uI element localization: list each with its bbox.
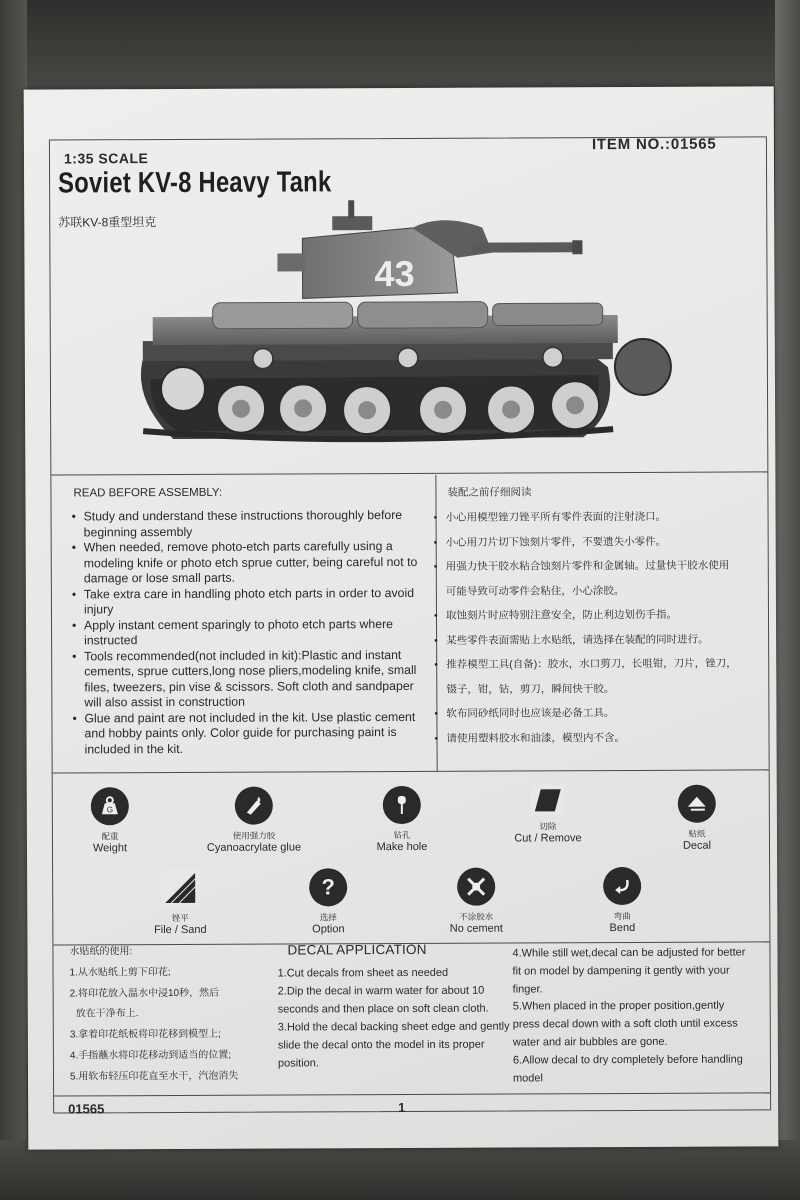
list-item: • Tools recommended(not included in kit):Plastic and instant cements, sprue cutters,long nose pliers,modeling knife, small files, tweezers, pin vise & scissors. Soft cloth and sandpaper will also assist in construction [72, 647, 417, 710]
legend-no-cement: 不涂胶水 No cement [421, 867, 531, 934]
divider-header [51, 471, 767, 475]
page-title-cn: 苏联KV-8重型坦克 [58, 215, 157, 230]
list-item: • 推荐模型工具(自备)：胶水，水口剪刀，长咀钳，刀片，锉刀，镊子，钳，钻，剪刀，瞬间快干胶。 [434, 657, 737, 696]
divider-assembly [53, 769, 769, 773]
list-item: • 软布同砂纸同时也应该是必备工具。 [434, 707, 615, 720]
decal-instructions-cn: 水贴纸的使用: 1.从水贴纸上剪下印花; 2.将印花放入温水中浸10秒，然后 放在干净布上. 3.拿着印花纸板将印花移到模型上; 4.手指蘸水将印花移动到适当的位置; 5.用软布轻压印花直至水干，汽泡消失 [69, 946, 239, 1083]
instruction-sheet [24, 86, 779, 1149]
svg-text:G: G [106, 805, 114, 815]
list-item: • Take extra care in handling photo etch parts in order to avoid injury [71, 585, 415, 617]
drill-icon [383, 786, 421, 824]
background-left [0, 0, 27, 1200]
decal-instructions-en-continued [512, 944, 748, 1087]
legend-glue: 使用强力胶 Cyanoacrylate glue [199, 786, 309, 853]
list-item: • Study and understand these instructions thoroughly before beginning assembly [71, 507, 403, 539]
glue-drop-icon [235, 787, 273, 825]
list-item: • 用强力快干胶水粘合蚀刻片零件和金属轴。过量快干胶水使用可能导致可动零件会粘住，小心涂胶。 [433, 559, 730, 598]
legend-file: 锉平 File / Sand [125, 869, 235, 936]
question-icon: ? [309, 868, 347, 906]
list-item: 2.Dip the decal in warm water for about 10 seconds and then place on soft clean cloth. [277, 984, 489, 1016]
background-top [0, 0, 800, 100]
list-item: • 小心用刀片切下蚀刻片零件，不要遗失小零件。 [433, 535, 667, 549]
page-number: 1 [398, 1099, 406, 1116]
legend-weight: G 配重 Weight [55, 787, 165, 854]
list-item: • 请使用塑料胶水和油漆，模型内不含。 [434, 731, 626, 745]
legend-cut: 切除 Cut / Remove [493, 785, 603, 844]
bend-icon [603, 867, 641, 905]
decal-heading: DECAL APPLICATION [287, 941, 427, 958]
list-item: 6.Allow decal to dry completely before handling model [512, 1053, 743, 1085]
legend-decal: 贴纸 Decal [642, 784, 752, 851]
list-item: • Glue and paint are not included in the kit. Use plastic cement and hobby paints only. Color guide for purchasing paint is included in the kit. [72, 709, 416, 756]
list-item: • 某些零件表面需贴上水贴纸，请选择在装配的同时进行。 [434, 633, 709, 647]
list-item: 1.Cut decals from sheet as needed [277, 966, 449, 980]
assembly-notes-en [72, 508, 423, 758]
decal-icon [678, 785, 716, 823]
read-before-heading-cn: 装配之前仔细阅读 [447, 486, 532, 499]
background-right [775, 0, 800, 1200]
footer-item-number: 01565 [68, 1101, 105, 1117]
assembly-notes-cn [434, 505, 740, 751]
divider-decal [54, 1092, 770, 1096]
list-item: • Apply instant cement sparingly to photo etch parts where instructed [71, 616, 394, 648]
tank-illustration [112, 197, 693, 460]
page-title: Soviet KV-8 Heavy Tank [58, 166, 332, 200]
legend-option: ? 选择 Option [273, 868, 383, 935]
list-item: 4.While still wet,decal can be adjusted for better fit on model by dampening it gently with your finger. [512, 946, 746, 996]
legend-drill: 钻孔 Make hole [347, 786, 457, 853]
weight-icon [91, 787, 129, 825]
no-cement-icon [457, 868, 495, 906]
list-item: 5.When placed in the proper position,gently press decal down with a soft cloth until excess water and air bubbles are gone. [512, 999, 738, 1049]
list-item: • When needed, remove photo-etch parts carefully using a modeling knife or photo etch sprue cutter, being careful not to damage or lose small parts. [71, 539, 418, 586]
decal-instructions-en [277, 940, 518, 1072]
scale-label: 1:35 SCALE [63, 150, 149, 167]
file-icon [161, 869, 199, 907]
list-item: • 小心用模型锉刀锉平所有零件表面的注射浇口。 [433, 510, 667, 524]
list-item: • 取蚀刻片时应特别注意安全，防止利边划伤手指。 [433, 608, 678, 622]
item-number: ITEM NO.:01565 [591, 135, 717, 154]
cut-icon [531, 785, 565, 815]
list-item: 3.Hold the decal backing sheet edge and gently slide the decal onto the model in its proper position. [277, 1020, 510, 1070]
legend-bend: 弯曲 Bend [567, 867, 677, 934]
read-before-heading: READ BEFORE ASSEMBLY: [73, 486, 223, 500]
tank-number: 43 [374, 252, 415, 295]
